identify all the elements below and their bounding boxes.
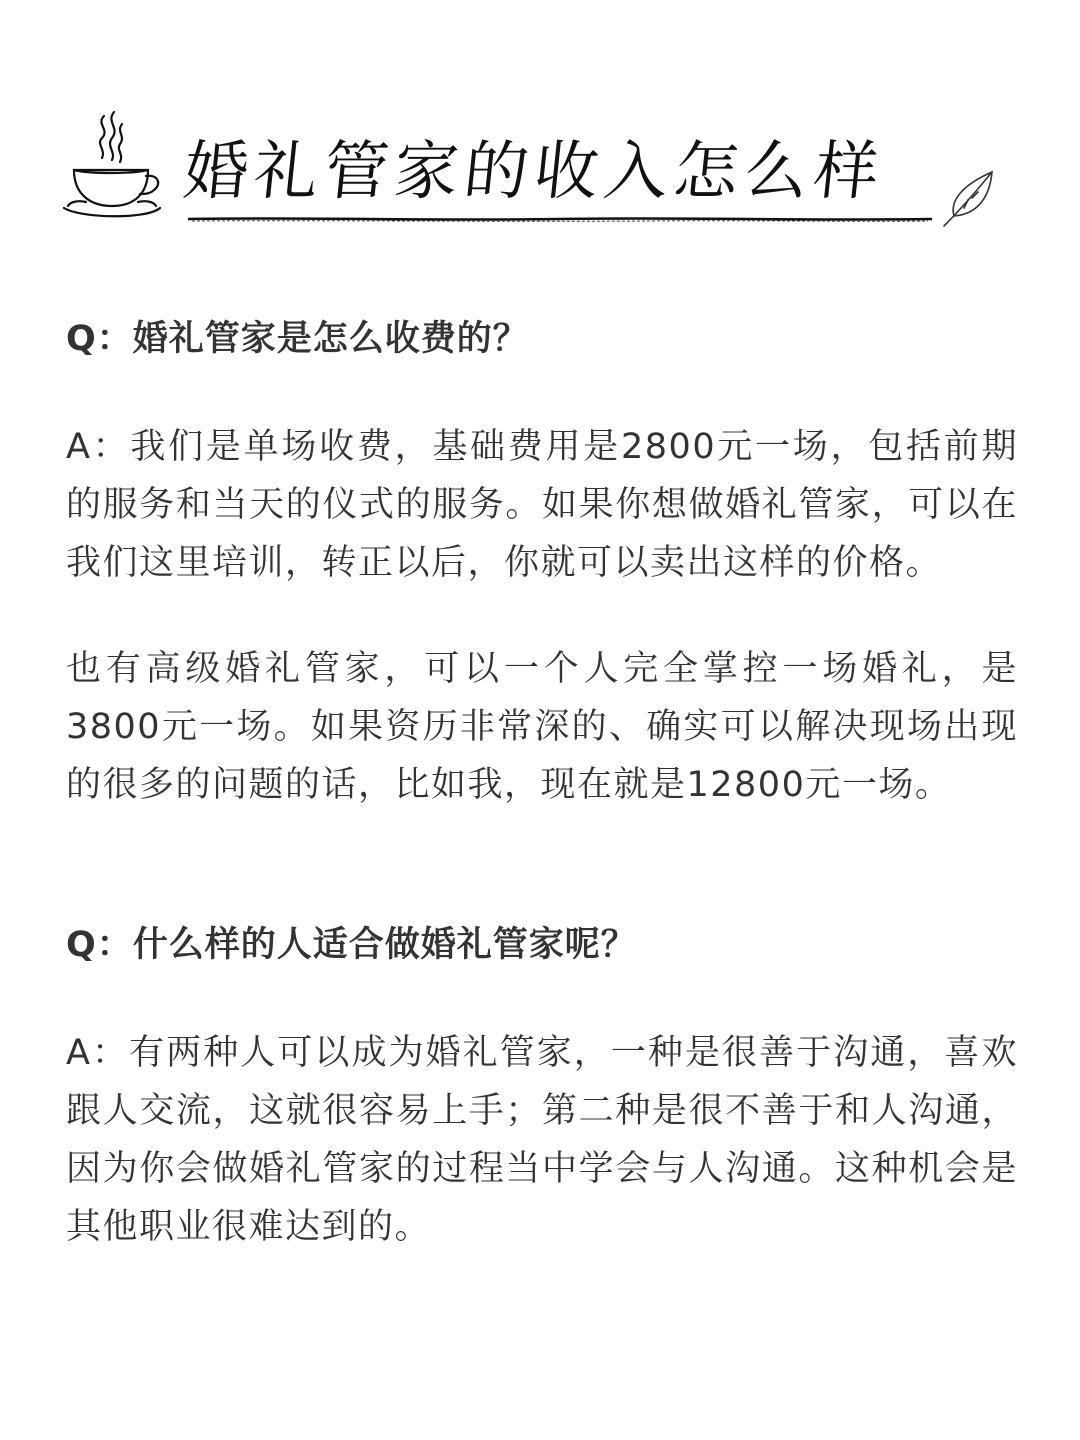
- page-title: 婚礼管家的收入怎么样: [180, 135, 889, 209]
- question-heading: Q：婚礼管家是怎么收费的？: [66, 319, 529, 359]
- leaf-icon: [940, 168, 1000, 230]
- answer-paragraph: A：我们是单场收费，基础费用是2800元一场，包括前期的服务和当天的仪式的服务。如果你想做婚礼管家，可以在我们这里培训，转正以后，你就可以卖出这样的价格。: [66, 427, 1018, 583]
- qa-content: [66, 310, 1018, 1256]
- title-underline: [188, 214, 932, 224]
- answer-paragraph: 也有高级婚礼管家，可以一个人完全掌控一场婚礼，是3800元一场。如果资历非常深的、确实可以解决现场出现的很多的问题的话，比如我，现在就是12800元一场。: [66, 649, 1018, 805]
- coffee-cup-icon: [60, 108, 164, 220]
- page-header: [0, 0, 1080, 260]
- question-heading: Q：什么样的人适合做婚礼管家呢？: [66, 925, 637, 965]
- answer-paragraph: A：有两种人可以成为婚礼管家，一种是很善于沟通，喜欢跟人交流，这就很容易上手；第二种是很不善于和人沟通，因为你会做婚礼管家的过程当中学会与人沟通。这种机会是其他职业很难达到的。: [66, 1033, 1018, 1247]
